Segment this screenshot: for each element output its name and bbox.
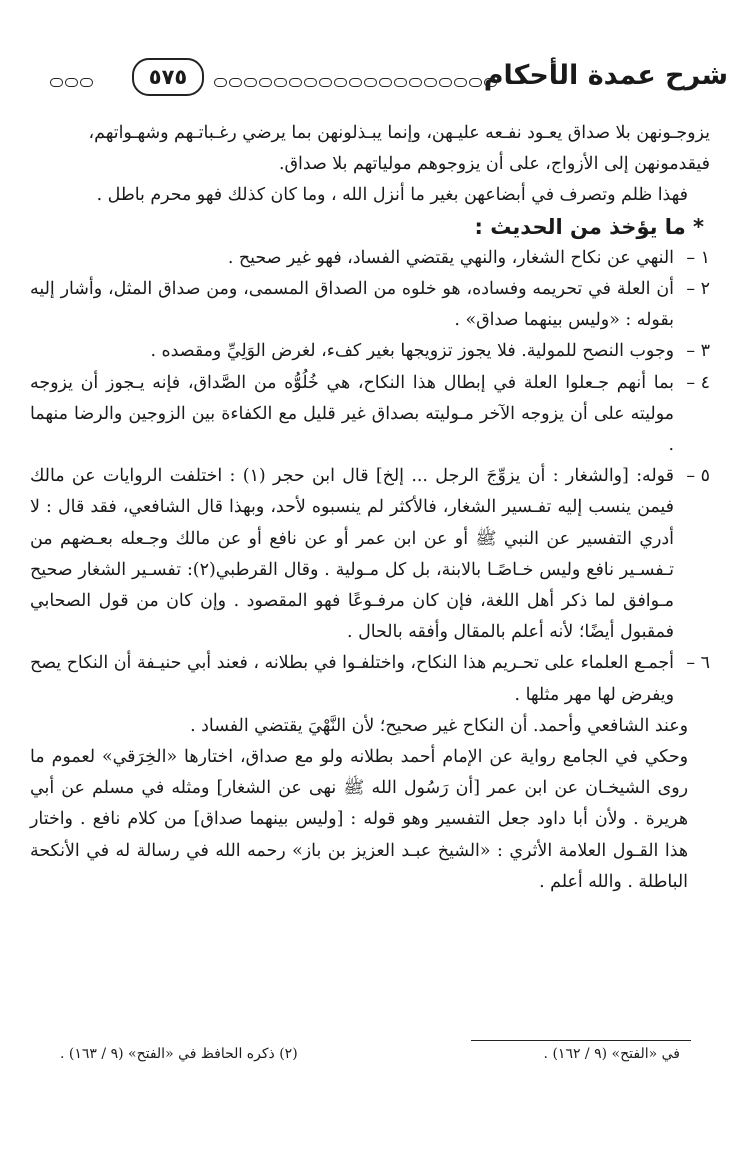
list-item (30, 336, 710, 367)
closing-paragraph: وعند الشافعي وأحمد. أن النكاح غير صحيح؛ لأن النَّهْيَ يقتضي الفساد . (190, 715, 688, 736)
item-text: بما أنهم جـعلوا العلة في إبطال هذا النكاح، هي خُلُوُّه من الصَّداق، فإنه يـجوز أن يزوجه موليته على أن يزوجه الآخر مـوليته بصداق غير قليل مع الكفاءة بين الزوجين والرضا منهما . (30, 372, 674, 456)
intro-line: فيقدمونهن إلى الأزواج، على أن يزوجوهم مولياتهم بلا صداق. (278, 154, 710, 175)
list-item (30, 243, 710, 274)
list-item (30, 368, 710, 462)
header-ornament-small (50, 78, 93, 88)
item-text: قوله: [والشغار : أن يزوِّجَ الرجل ... إلخ] قال ابن حجر (١) : اختلفت الروايات عن مالك فيمن ينسب إليه تفـسير الشغار، فالأكثر لم ينسبوه لأحد، وبهذا قال الشافعي، فقد قال : لا أدري التفسير عن النبي ﷺ أو عن ابن عمر أو عن نافع أو عن مالك وجـعله بعـضهم من تـفسـير نافع وليس خـاصًـا بالابنة، بل كل مـولية . وقال القرطبي(٢): تفسـير الشغار صحيح مـوافق لما ذكر أهل اللغة، فإن كان مرفـوعًا فهو المقصود . وإن كان من قول الصحابي فمقبول أيضًا؛ لأنه أعلم بالمقال وأفقه بالحال . (30, 466, 674, 643)
section-heading: * ما يؤخذ من الحديث : (474, 214, 704, 239)
footnotes (60, 1046, 680, 1074)
footnote-divider (471, 1040, 691, 1041)
header-ornament (214, 78, 497, 88)
item-text: وجوب النصح للمولية. فلا يجوز تزويجها بغير كفء، لغرض الوَلِيِّ ومقصده . (150, 341, 674, 362)
list-item (30, 461, 710, 648)
item-number: ١ – (686, 247, 710, 268)
list-item (30, 648, 710, 710)
item-text: أن العلة في تحريمه وفساده، هو خلوه من الصداق المسمى، ومن صداق المثل، وأشار إليه بقوله : «وليس بينهما صداق» . (30, 279, 674, 331)
list-item (30, 274, 710, 336)
item-number: ٦ – (686, 653, 710, 674)
footnote-2: (٢) ذكره الحافظ في «الفتح» (٩ / ١٦٣) . (60, 1046, 298, 1062)
item-number: ٥ – (686, 466, 710, 487)
closing-paragraph: وحكي في الجامع رواية عن الإمام أحمد بطلانه ولو مع صداق، اختارها «الخِرَقي» لعموم ما روى الشيخـان عن ابن عمر [أن رَسُول الله ﷺ نهى عن الشغار] ومثله في مسلم عن أبي هريرة . ولأن أبا داود جعل التفسير وهو قوله : [وليس بينهما صداق] من كلام نافع . واختار هذا القـول العلامة الأثري : «الشيخ عبـد العزيز بن باز» رحمه الله في رسالة له في الأنكحة الباطلة . والله أعلم . (30, 747, 688, 892)
footnote-1: في «الفتح» (٩ / ١٦٢) . (543, 1046, 680, 1062)
page-number: ٥٧٥ (132, 58, 204, 96)
item-number: ٢ – (686, 279, 710, 300)
item-text: النهي عن نكاح الشغار، والنهي يقتضي الفساد، فهو غير صحيح . (227, 247, 674, 268)
intro-line: يزوجـونهن بلا صداق يعـود نفـعه عليـهن، وإنما يبـذلونهن بما يرضي رغـباتـهم وشهـواتهم، (88, 123, 710, 143)
item-text: أجمـع العلماء على تحـريم هذا النكاح، واختلفـوا في بطلانه ، فعند أبي حنيـفة أن النكاح يصح ويفرض لها مهر مثلها . (30, 653, 674, 705)
main-text (30, 118, 710, 898)
page-header (28, 58, 728, 106)
item-number: ٣ – (686, 341, 710, 362)
item-number: ٤ – (686, 372, 710, 393)
book-title: شرح عمدة الأحكام (483, 60, 728, 91)
intro-conclusion: فهذا ظلم وتصرف في أبضاعهن بغير ما أنزل الله ، وما كان كذلك فهو محرم باطل . (96, 185, 688, 206)
